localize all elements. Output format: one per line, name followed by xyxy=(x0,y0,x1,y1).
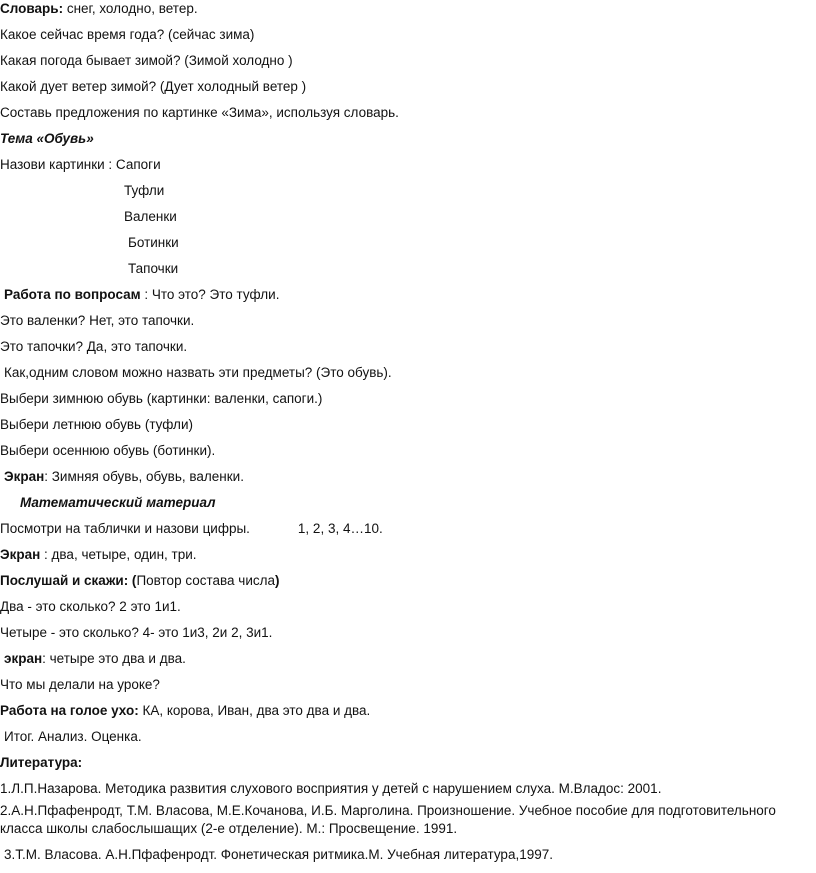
task-sentences: Составь предложения по картинке «Зима», используя словарь. xyxy=(0,105,399,120)
screen-text: : четыре это два и два. xyxy=(42,651,186,666)
tablets-text: Посмотри на таблички и назови цифры. xyxy=(0,521,250,536)
literature-heading: Литература: xyxy=(0,755,83,770)
questions-work-line xyxy=(4,286,279,304)
vocabulary-line xyxy=(0,0,198,18)
vocabulary-label: Словарь: xyxy=(0,1,64,16)
composition-line: Два - это сколько? 2 это 1и1. xyxy=(0,599,181,614)
math-heading: Математический материал xyxy=(20,495,216,510)
screen-label: экран xyxy=(4,651,43,666)
screen-label: Экран xyxy=(4,469,45,484)
screen-text: : Зимняя обувь, обувь, валенки. xyxy=(44,469,244,484)
listen-say-line xyxy=(0,572,280,590)
topic-heading: Тема «Обувь» xyxy=(0,131,94,146)
literature-item: 3.Т.М. Власова. А.Н.Пфафенродт. Фонетическая ритмика.М. Учебная литература,1997. xyxy=(4,847,553,862)
dialog-line: Это валенки? Нет, это тапочки. xyxy=(0,313,195,328)
name-pictures-line: Назови картинки : Сапоги xyxy=(0,157,161,172)
ear-work-label: Работа на голое ухо: xyxy=(0,703,139,718)
screen-label: Экран xyxy=(0,547,41,562)
screen-line xyxy=(4,650,186,668)
dialog-line: Как,одним словом можно назвать эти предметы? (Это обувь). xyxy=(4,365,392,380)
shoe-item: Ботинки xyxy=(128,235,179,250)
screen-text: : два, четыре, один, три. xyxy=(40,547,197,562)
shoe-item: Тапочки xyxy=(128,261,179,276)
shoe-item: Валенки xyxy=(124,209,177,224)
choose-line: Выбери летнюю обувь (туфли) xyxy=(0,417,193,432)
lesson-question: Что мы делали на уроке? xyxy=(0,677,160,692)
literature-item: 1.Л.П.Назарова. Методика развития слухового восприятия у детей с нарушением слуха. М.Владос: 2001. xyxy=(0,781,662,796)
question-weather: Какая погода бывает зимой? (Зимой холодно ) xyxy=(0,53,293,68)
questions-work-text: : Что это? Это туфли. xyxy=(140,287,280,302)
question-season: Какое сейчас время года? (сейчас зима) xyxy=(0,27,255,42)
ear-work-line xyxy=(0,702,370,720)
listen-say-label: Послушай и скажи: ( xyxy=(0,573,137,588)
listen-say-end: ) xyxy=(275,573,280,588)
tablets-numbers: 1, 2, 3, 4…10. xyxy=(297,521,383,536)
summary-line: Итог. Анализ. Оценка. xyxy=(4,729,142,744)
shoe-item: Туфли xyxy=(124,183,165,198)
listen-say-text: Повтор состава числа xyxy=(136,573,276,588)
vocabulary-text: снег, холодно, ветер. xyxy=(63,1,198,16)
tablets-line xyxy=(0,520,383,538)
composition-line: Четыре - это сколько? 4- это 1и3, 2и 2, 3и1. xyxy=(0,625,273,640)
choose-line: Выбери зимнюю обувь (картинки: валенки, сапоги.) xyxy=(0,391,323,406)
question-wind: Какой дует ветер зимой? (Дует холодный ветер ) xyxy=(0,79,307,94)
screen-line xyxy=(4,468,244,486)
questions-work-label: Работа по вопросам xyxy=(4,287,141,302)
dialog-line: Это тапочки? Да, это тапочки. xyxy=(0,339,188,354)
choose-line: Выбери осеннюю обувь (ботинки). xyxy=(0,443,216,458)
screen-line xyxy=(0,546,197,564)
ear-work-text: КА, корова, Иван, два это два и два. xyxy=(138,703,371,718)
literature-item: 2.А.Н.Пфафенродт, Т.М. Власова, М.Е.Кочанова, И.Б. Марголина. Произношение. Учебное пособие для подготовительного класса школы слабослышащих (2-е отделение). М.: Просвещение. 1991. xyxy=(0,803,776,836)
